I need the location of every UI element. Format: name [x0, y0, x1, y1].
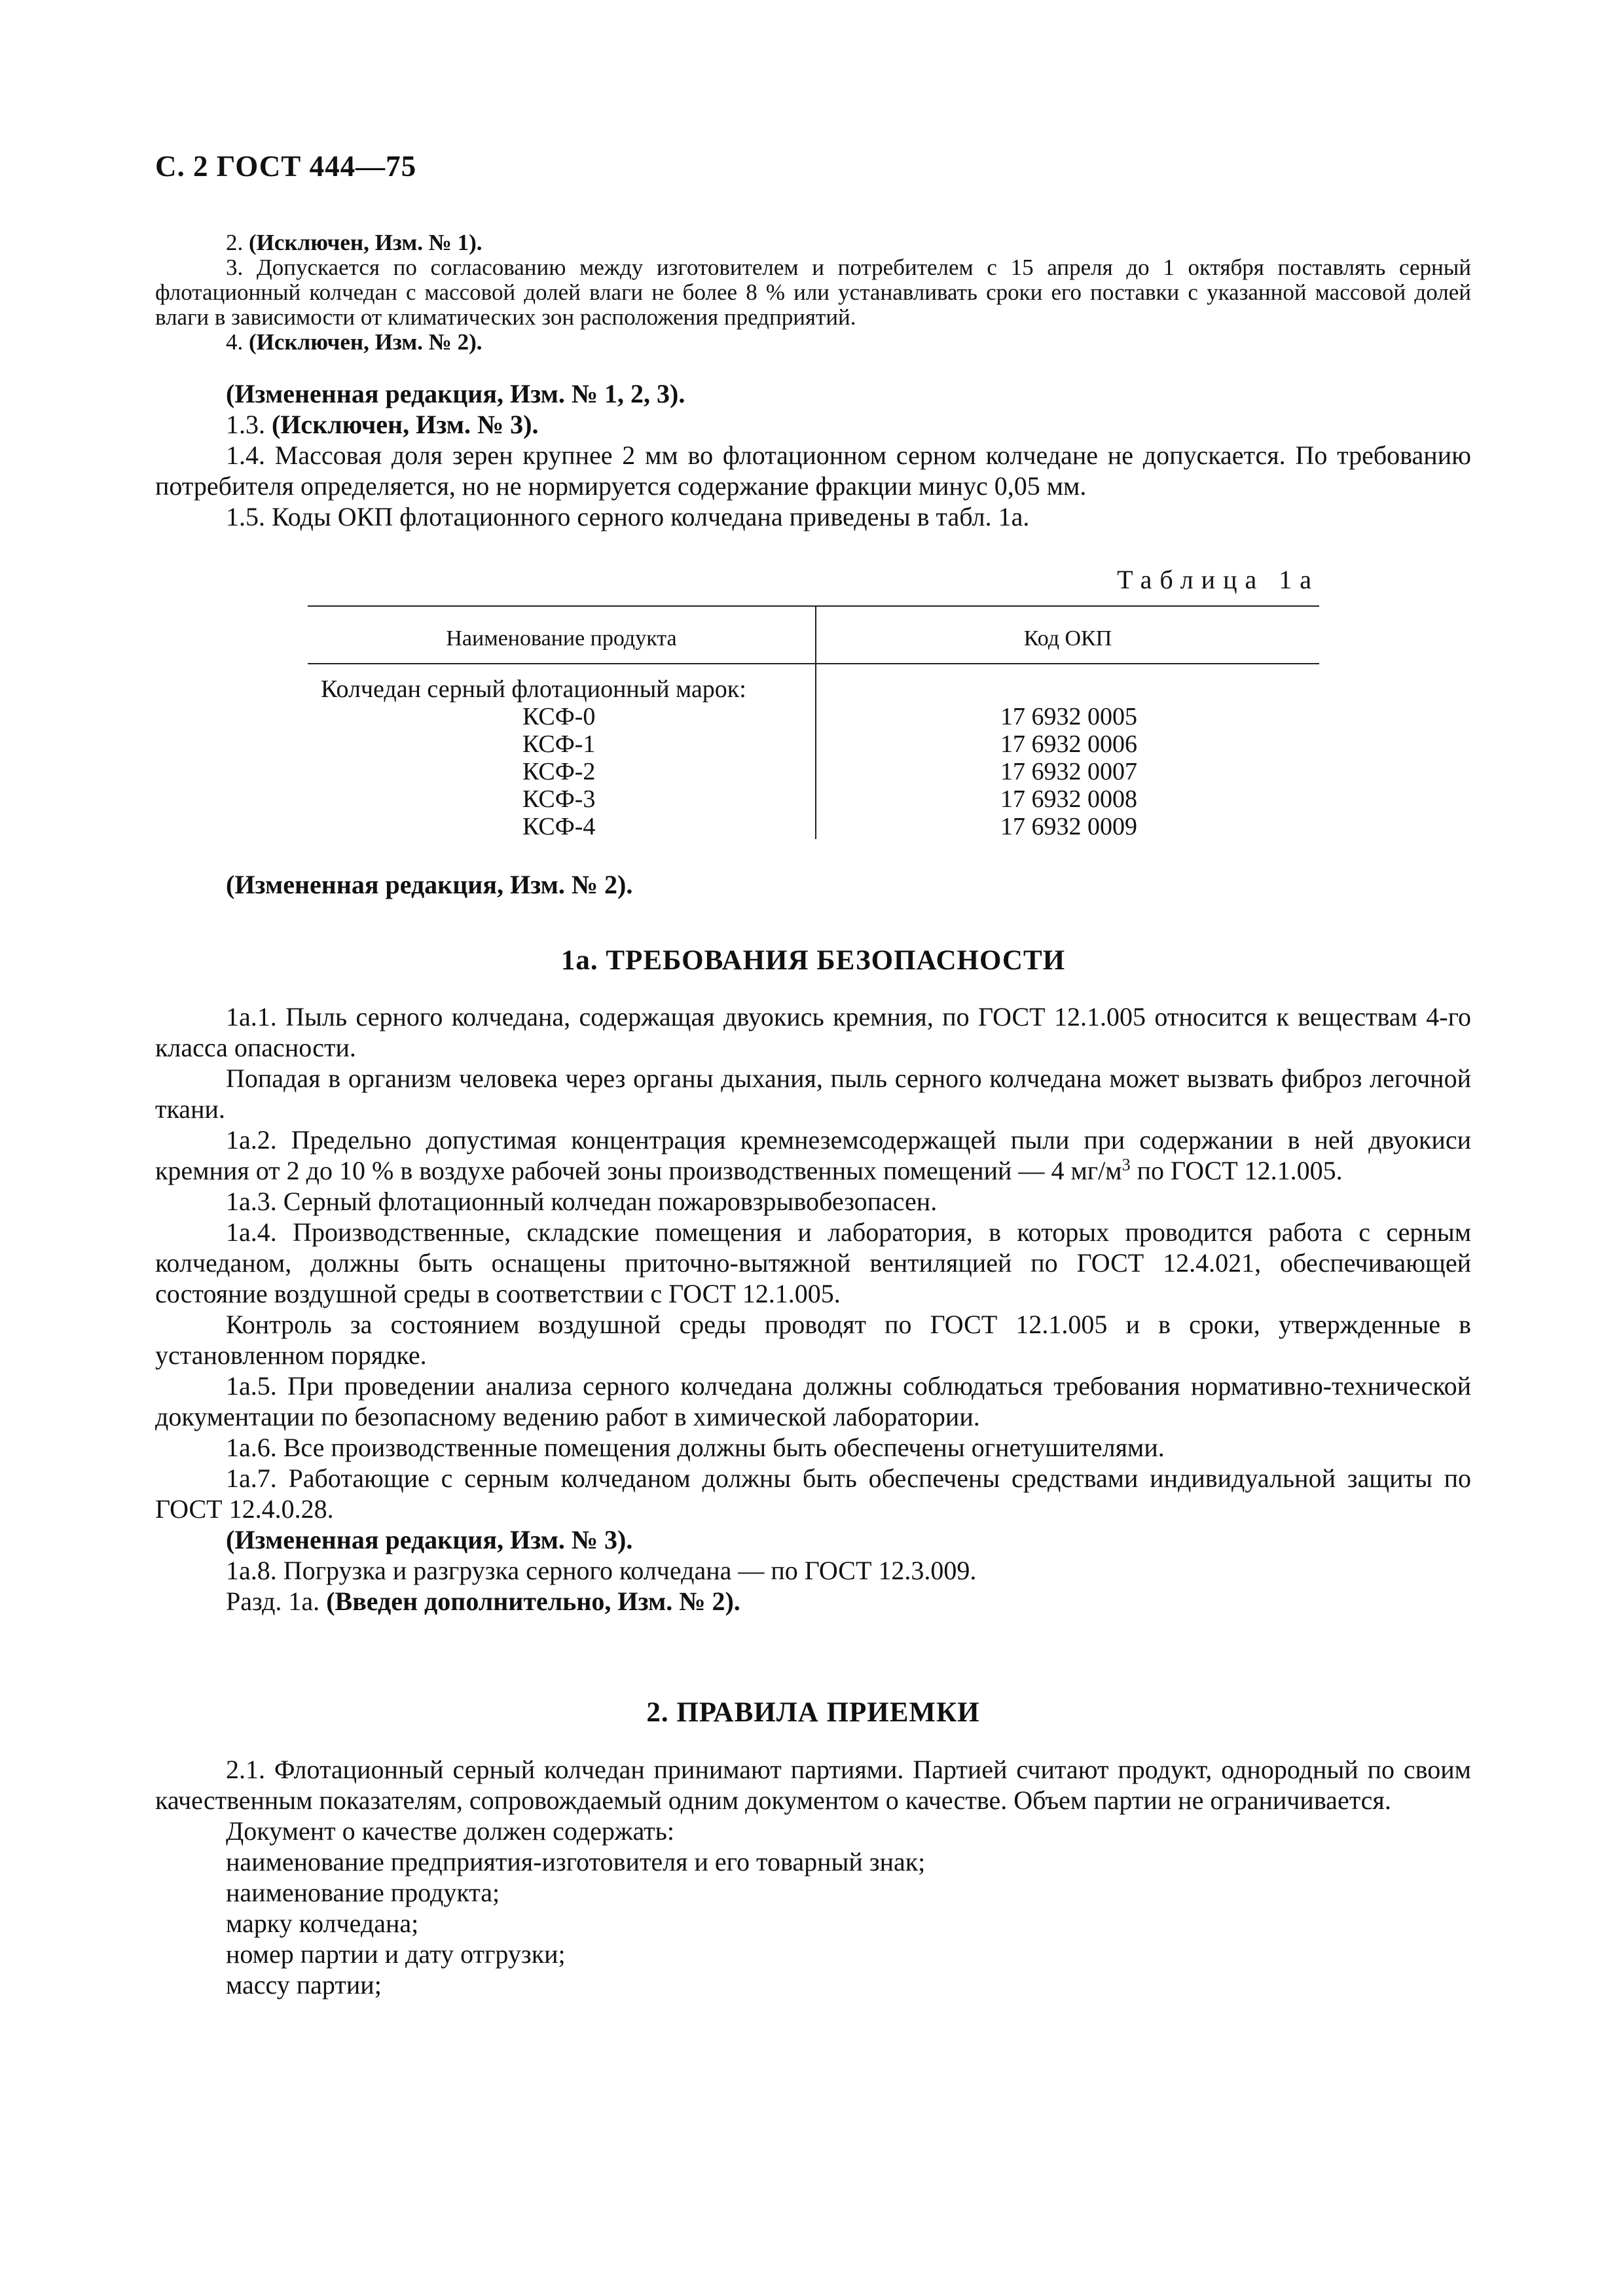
table-row-mark: КСФ-2 — [522, 758, 596, 785]
table-row-mark: КСФ-4 — [522, 813, 596, 840]
paragraph-1a-4: 1а.4. Производственные, складские помещения и лаборатория, в которых проводится работа с серным колчеданом, должны быть оснащены приточно-вытяжной вентиляцией по ГОСТ 12.4.021, обеспечивающей состояние воздушной среды в соответствии с ГОСТ 12.1.005. — [155, 1217, 1471, 1308]
amendment-note: (Измененная редакция, Изм. № 1, 2, 3). — [226, 379, 685, 408]
amendment-note: (Измененная редакция, Изм. № 2). — [226, 870, 633, 899]
paragraph-1a-6: 1а.6. Все производственные помещения должны быть обеспечены огнетушителями. — [226, 1433, 1165, 1462]
table-row-code: 17 6932 0008 — [1000, 785, 1137, 813]
table-row-code: 17 6932 0007 — [1000, 758, 1137, 785]
acceptance-section-body — [155, 1754, 1471, 2000]
paragraph-1a-1: 1а.1. Пыль серного колчедана, содержащая двуокись кремния, по ГОСТ 12.1.005 относится к веществам 4-го класса опасности. — [155, 1002, 1471, 1062]
paragraph-4 — [155, 330, 1471, 355]
list-item: наименование предприятия-изготовителя и его товарный знак; — [226, 1847, 926, 1876]
paragraph-number: 2. — [226, 230, 244, 255]
amendment-note: (Измененная редакция, Изм. № 3). — [226, 1525, 633, 1554]
safety-section-body — [155, 1001, 1471, 1617]
okp-codes-table — [308, 605, 1319, 842]
paragraph-1a-5: 1а.5. При проведении анализа серного колчедана должны соблюдаться требования нормативно-технической документации по безопасному ведению работ в химической лаборатории. — [155, 1371, 1471, 1431]
amendment-note: (Исключен, Изм. № 3). — [272, 410, 539, 439]
paragraph-number: 4. — [226, 329, 244, 355]
paragraph-3: 3. Допускается по согласованию между изготовителем и потребителем с 15 апреля до 1 октября поставлять серный флотационный колчедан с массовой долей влаги не более 8 % или устанавливать сроки его поставки с указанной массовой долей влаги в зависимости от климатических зон расположения предприятий. — [155, 255, 1471, 330]
paragraph-1a-1b: Попадая в организм человека через органы дыхания, пыль серного колчедана может вызвать фиброз легочной ткани. — [155, 1064, 1471, 1124]
paragraph-1a-2: 1а.2. Предельно допустимая концентрация кремнеземсодержащей пыли при содержании в ней двуокиси кремния от 2 до 10 % в воздухе рабочей зоны производственных помещений — 4 $мг/м^3$ по ГОСТ 12.1.005. — [155, 1125, 1471, 1185]
intro-small-block — [155, 230, 1471, 355]
table-row-code: 17 6932 0005 — [1000, 703, 1137, 730]
column-header-product: Наименование продукта — [446, 626, 677, 651]
paragraph-2 — [155, 230, 1471, 255]
product-group-label: Колчедан серный флотационный марок: — [321, 675, 746, 703]
paragraph-1a-8: 1а.8. Погрузка и разгрузка серного колчедана — по ГОСТ 12.3.009. — [226, 1556, 977, 1585]
list-item: наименование продукта; — [226, 1878, 500, 1907]
amendment-note: (Исключен, Изм. № 1). — [249, 230, 483, 255]
paragraph-1a-3: 1а.3. Серный флотационный колчедан пожаровзрывобезопасен. — [226, 1187, 938, 1216]
paragraph-number: 1.3. — [226, 410, 265, 439]
document-requirements-intro: Документ о качестве должен содержать: — [226, 1816, 675, 1846]
table-row-code: 17 6932 0006 — [1000, 730, 1137, 758]
list-item: массу партии; — [226, 1970, 382, 2000]
section-intro-note: Разд. 1а. (Введен дополнительно, Изм. № 2). — [226, 1587, 740, 1616]
paragraph-1a-4b: Контроль за состоянием воздушной среды проводят по ГОСТ 12.1.005 и в сроки, утвержденные в установленном порядке. — [155, 1310, 1471, 1370]
table-row-mark: КСФ-1 — [522, 730, 596, 758]
section-title-safety: 1а. ТРЕБОВАНИЯ БЕЗОПАСНОСТИ — [560, 945, 1066, 976]
column-header-code: Код ОКП — [1023, 626, 1112, 651]
table-header-rule — [308, 663, 1319, 664]
paragraph-1-3 — [155, 409, 1471, 440]
code-column — [818, 703, 1319, 840]
superscript: 3 — [1122, 1155, 1131, 1174]
amendment-block — [155, 869, 1471, 900]
section-title-acceptance: 2. ПРАВИЛА ПРИЕМКИ — [646, 1697, 980, 1728]
table-caption: Таблица 1а — [1117, 565, 1319, 594]
paragraph-1-4: 1.4. Массовая доля зерен крупнее 2 мм во флотационном серном колчедане не допускается. По требованию потребителя определяется, но не нормируется содержание фракции минус 0,05 мм. — [155, 440, 1471, 501]
list-item: марку колчедана; — [226, 1909, 419, 1938]
list-item: номер партии и дату отгрузки; — [226, 1939, 566, 1969]
table-row-mark: КСФ-3 — [522, 785, 596, 813]
table-row-mark: КСФ-0 — [522, 703, 596, 730]
intro-main-block — [155, 378, 1471, 532]
amendment-note: (Исключен, Изм. № 2). — [249, 329, 483, 355]
paragraph-2-1: 2.1. Флотационный серный колчедан принимают партиями. Партией считают продукт, однородный по своим качественным показателям, сопровождаемый одним документом о качестве. Объем партии не ограничивается. — [155, 1755, 1471, 1815]
table-row-code: 17 6932 0009 — [1000, 813, 1137, 840]
paragraph-1a-7: 1а.7. Работающие с серным колчеданом должны быть обеспечены средствами индивидуальной защиты по ГОСТ 12.4.0.28. — [155, 1463, 1471, 1524]
product-column — [321, 675, 812, 840]
paragraph-1-5: 1.5. Коды ОКП флотационного серного колчедана приведены в табл. 1а. — [226, 502, 1030, 531]
page-header: С. 2 ГОСТ 444—75 — [155, 150, 417, 183]
